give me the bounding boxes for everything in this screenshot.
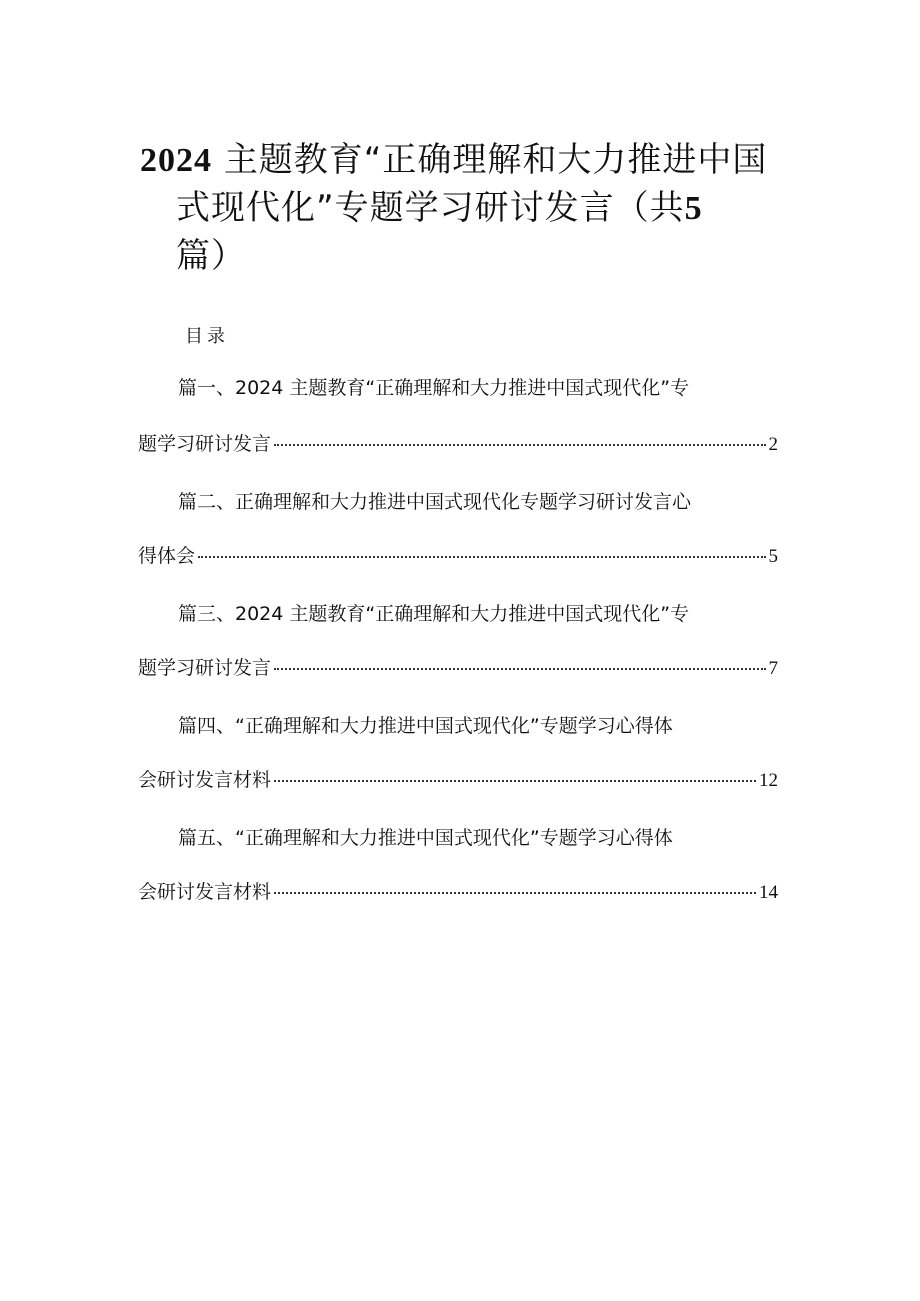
dot-leader bbox=[274, 892, 756, 894]
toc-entry-2-title-cont: 得体会 bbox=[138, 545, 196, 567]
title-count: 5 bbox=[684, 190, 703, 227]
toc-entry-2-line1[interactable]: 篇二、正确理解和大力推进中国式现代化专题学习研讨发言心 bbox=[178, 491, 692, 513]
toc-entry-5-line2[interactable] bbox=[138, 880, 778, 905]
dot-leader bbox=[274, 444, 765, 446]
toc-heading: 目录 bbox=[185, 326, 229, 347]
toc-entry-2-page: 5 bbox=[768, 546, 778, 567]
toc-entry-1-title-cont: 题学习研讨发言 bbox=[138, 433, 272, 455]
toc-entry-3-page: 7 bbox=[768, 658, 778, 679]
title-text-3: 篇） bbox=[176, 236, 246, 276]
toc-entry-5-title-cont: 会研讨发言材料 bbox=[138, 881, 272, 903]
title-text-2: 式现代化”专题学习研讨发言（共 bbox=[176, 188, 685, 228]
toc-entry-4-line2[interactable] bbox=[138, 768, 778, 793]
dot-leader bbox=[274, 780, 756, 782]
toc-entry-4-line1[interactable]: 篇四、“正确理解和大力推进中国式现代化”专题学习心得体 bbox=[178, 715, 673, 737]
toc-entry-1-line1[interactable]: 篇一、2024 主题教育“正确理解和大力推进中国式现代化”专 bbox=[178, 377, 690, 399]
toc-entry-4-title-cont: 会研讨发言材料 bbox=[138, 769, 272, 791]
toc-entry-1-line2[interactable] bbox=[138, 432, 778, 457]
dot-leader bbox=[274, 668, 765, 670]
toc-entry-3-line2[interactable] bbox=[138, 656, 778, 681]
toc-entry-5-line1[interactable]: 篇五、“正确理解和大力推进中国式现代化”专题学习心得体 bbox=[178, 827, 673, 849]
title-year: 2024 bbox=[140, 142, 212, 179]
title-line-2 bbox=[176, 186, 703, 231]
dot-leader bbox=[198, 556, 765, 558]
toc-entry-4-page: 12 bbox=[759, 770, 778, 791]
toc-entry-1-page: 2 bbox=[768, 434, 778, 455]
title-line-1 bbox=[140, 138, 767, 183]
title-line-3 bbox=[176, 234, 246, 278]
toc-entry-3-title-cont: 题学习研讨发言 bbox=[138, 657, 272, 679]
toc-entry-2-line2[interactable] bbox=[138, 544, 778, 569]
toc-entry-5-page: 14 bbox=[759, 882, 778, 903]
toc-entry-3-line1[interactable]: 篇三、2024 主题教育“正确理解和大力推进中国式现代化”专 bbox=[178, 603, 690, 625]
title-text-1: 主题教育“正确理解和大力推进中国 bbox=[223, 140, 768, 180]
